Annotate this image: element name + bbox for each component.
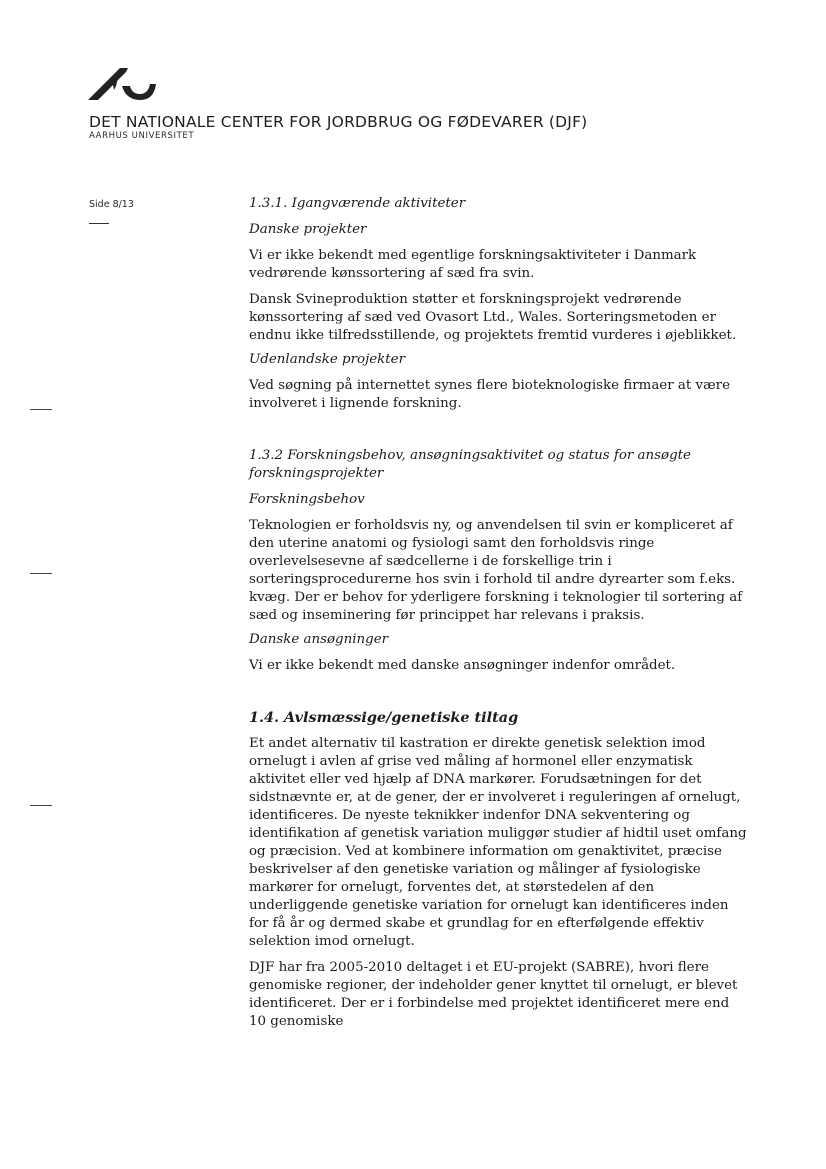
margin-fold-mark — [30, 805, 52, 806]
paragraph: Dansk Svineproduktion støtter et forskningsprojekt vedrørende kønssortering af sæd ved Ovasort Ltd., Wales. Sorteringsmetoden er endnu ikke tilfredsstillende, og projektets fremtid vurderes i øjeblikket. — [249, 292, 737, 343]
margin-fold-mark — [30, 573, 52, 574]
subsection-heading: Danske projekter — [249, 222, 367, 237]
paragraph: Ved søgning på internettet synes flere bioteknologiske firmaer at være involveret i lignende forskning. — [249, 378, 730, 411]
page-number-rule — [89, 223, 109, 224]
organization-subtitle: AARHUS UNIVERSITET — [89, 131, 195, 141]
section-heading: 1.4. Avlsmæssige/genetiske tiltag — [249, 709, 519, 726]
subsection-heading: Udenlandske projekter — [249, 352, 405, 367]
page-number: Side 8/13 — [89, 199, 134, 210]
paragraph: DJF har fra 2005-2010 deltaget i et EU-projekt (SABRE), hvori flere genomiske regioner, der indeholder gener knyttet til ornelugt, er blevet identificeret. Der er i forbindelse med projektet identificeret mere end 10 genomiske — [249, 960, 738, 1029]
paragraph: Vi er ikke bekendt med egentlige forskningsaktiviteter i Danmark vedrørende kønssortering af sæd fra svin. — [249, 248, 697, 281]
au-logo-icon — [86, 68, 158, 104]
organization-name: DET NATIONALE CENTER FOR JORDBRUG OG FØDEVARER (DJF) — [89, 113, 588, 131]
margin-fold-mark — [30, 409, 52, 410]
section-heading: 1.3.1. Igangværende aktiviteter — [249, 196, 466, 211]
subsection-heading: Forskningsbehov — [249, 492, 365, 507]
document-body — [249, 195, 749, 1031]
section-heading: 1.3.2 Forskningsbehov, ansøgningsaktivitet og status for ansøgte forskningsprojekter — [249, 448, 691, 481]
paragraph: Teknologien er forholdsvis ny, og anvendelsen til svin er kompliceret af den uterine anatomi og fysiologi samt den forholdsvis ringe overlevelsesevne af sædcellerne i de forskellige trin i sorteringsprocedurerne hos svin i forhold til andre dyrearter som f.eks. kvæg. Der er behov for yderligere forskning i teknologier til sortering af sæd og inseminering før princippet har relevans i praksis. — [249, 518, 743, 623]
paragraph: Et andet alternativ til kastration er direkte genetisk selektion imod ornelugt i avlen af grise ved måling af hormonel eller enzymatisk aktivitet eller ved hjælp af DNA markører. Forudsætningen for det sidstnævnte er, at de gener, der er involveret i reguleringen af ornelugt, identificeres. De nyeste teknikker indenfor DNA sekventering og identifikation af genetisk variation muliggør studier af hidtil uset omfang og præcision. Ved at kombinere information om genaktivitet, præcise beskrivelser af den genetiske variation og målinger af fysiologiske markører for ornelugt, forventes det, at størstedelen af den underliggende genetiske variation for ornelugt kan identificeres inden for få år og dermed skabe et grundlag for en efterfølgende effektiv selektion imod ornelugt. — [249, 736, 747, 949]
subsection-heading: Danske ansøgninger — [249, 632, 389, 647]
paragraph: Vi er ikke bekendt med danske ansøgninger indenfor området. — [249, 658, 676, 673]
